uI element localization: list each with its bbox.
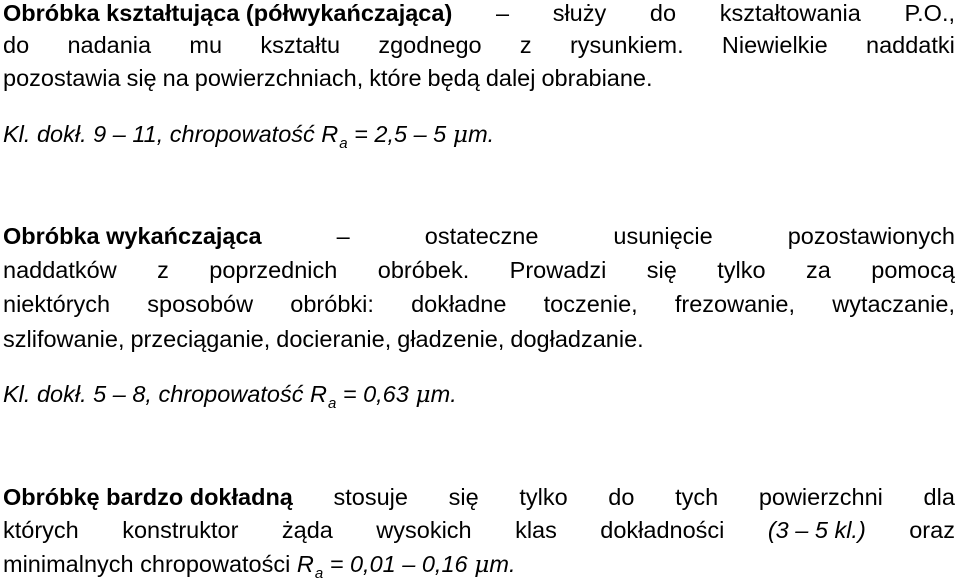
roughness-values: = 0,01 – 0,16 [323, 551, 475, 577]
class-range: (3 – 5 kl.) [767, 517, 866, 543]
dash: – [495, 0, 510, 26]
class-prefix: Kl. dokł. 9 – 11, chropowatość R [3, 121, 339, 147]
dash: – [336, 223, 350, 249]
word: pozostawia [3, 65, 121, 91]
word: obróbek. [377, 257, 470, 283]
word: kształtowania [719, 0, 861, 26]
section2-line1 [3, 220, 955, 252]
word: dla [923, 484, 955, 510]
section1-line2 [3, 29, 955, 61]
section1-line1 [3, 0, 955, 29]
word: Prowadzi [509, 257, 607, 283]
word: naddatków [3, 257, 117, 283]
word: dalej [485, 65, 536, 91]
mu-symbol: μ [452, 120, 469, 148]
word: sposobów [147, 291, 254, 317]
word: których [3, 517, 79, 543]
section2-class-roughness [3, 378, 955, 410]
word: kształtu [260, 32, 341, 58]
r-symbol: R [296, 551, 314, 577]
word: się [448, 484, 479, 510]
word: usunięcie [613, 223, 713, 249]
word: Niewielkie [721, 32, 828, 58]
word: klas [515, 517, 557, 543]
word: ostateczne [424, 223, 539, 249]
word: frezowanie, [674, 291, 796, 317]
word: obrabiane. [541, 65, 653, 91]
word: z [157, 257, 169, 283]
word: dokładne [411, 291, 507, 317]
word: pomocą [871, 257, 955, 283]
word: poprzednich [209, 257, 338, 283]
word: tych [675, 484, 719, 510]
heading-obrobka-bardzo-dokladna: Obróbkę bardzo dokładną [3, 484, 293, 510]
word: pozostawionych [787, 223, 955, 249]
word: zgodnego [378, 32, 482, 58]
word: rysunkiem. [569, 32, 684, 58]
word: służy [552, 0, 607, 26]
word: naddatki [866, 32, 955, 58]
section3-line1 [3, 481, 955, 513]
word: do [3, 32, 30, 58]
class-values: = 2,5 – 5 [347, 121, 453, 147]
word: tylko [717, 257, 766, 283]
heading-obrobka-ksztaltujaca: Obróbka kształtująca (półwykańczająca) [3, 0, 453, 26]
class-prefix: Kl. dokł. 5 – 8, chropowatość R [3, 381, 327, 407]
word: za [806, 257, 831, 283]
unit: m. [430, 381, 457, 407]
word: tylko [519, 484, 568, 510]
word: na [162, 65, 189, 91]
unit: m. [468, 121, 495, 147]
mu-symbol: μ [474, 550, 490, 578]
word: gładzenie, [397, 326, 505, 352]
word: które [369, 65, 422, 91]
unit: m. [489, 551, 516, 577]
section3-line3 [3, 548, 955, 580]
section2-line4 [3, 323, 955, 355]
word: nadania [67, 32, 152, 58]
word: docieranie, [276, 326, 392, 352]
section3-line2 [3, 514, 955, 546]
word: mu [189, 32, 223, 58]
section1-class-roughness [3, 118, 955, 150]
word: toczenie, [543, 291, 638, 317]
word: konstruktor [122, 517, 239, 543]
word: obróbki: [290, 291, 374, 317]
word: dogładzanie. [510, 326, 644, 352]
word: do [649, 0, 677, 26]
subscript-a: a [327, 395, 337, 412]
subscript-a: a [339, 135, 348, 152]
word: wysokich [376, 517, 472, 543]
mu-symbol: μ [415, 380, 431, 408]
word: z [519, 32, 532, 58]
word: do [608, 484, 635, 510]
word: wytaczanie, [832, 291, 955, 317]
word: dokładności [600, 517, 725, 543]
heading-obrobka-wykanczajaca: Obróbka wykańczająca [3, 223, 262, 249]
word: będą [427, 65, 480, 91]
word: niektórych [3, 291, 111, 317]
word: przeciąganie, [130, 326, 271, 352]
phrase: minimalnych chropowatości [3, 551, 297, 577]
word: stosuje [333, 484, 408, 510]
word: się [646, 257, 677, 283]
section2-line3 [3, 288, 955, 320]
class-values: = 0,63 [336, 381, 416, 407]
word: oraz [909, 517, 955, 543]
word: P.O., [904, 0, 955, 26]
section1-line3 [3, 62, 955, 94]
word: powierzchniach, [194, 65, 364, 91]
word: żąda [281, 517, 333, 543]
word: się [126, 65, 157, 91]
word: powierzchni [758, 484, 883, 510]
subscript-a: a [314, 565, 324, 582]
section2-line2 [3, 254, 955, 286]
word: szlifowanie, [3, 326, 125, 352]
